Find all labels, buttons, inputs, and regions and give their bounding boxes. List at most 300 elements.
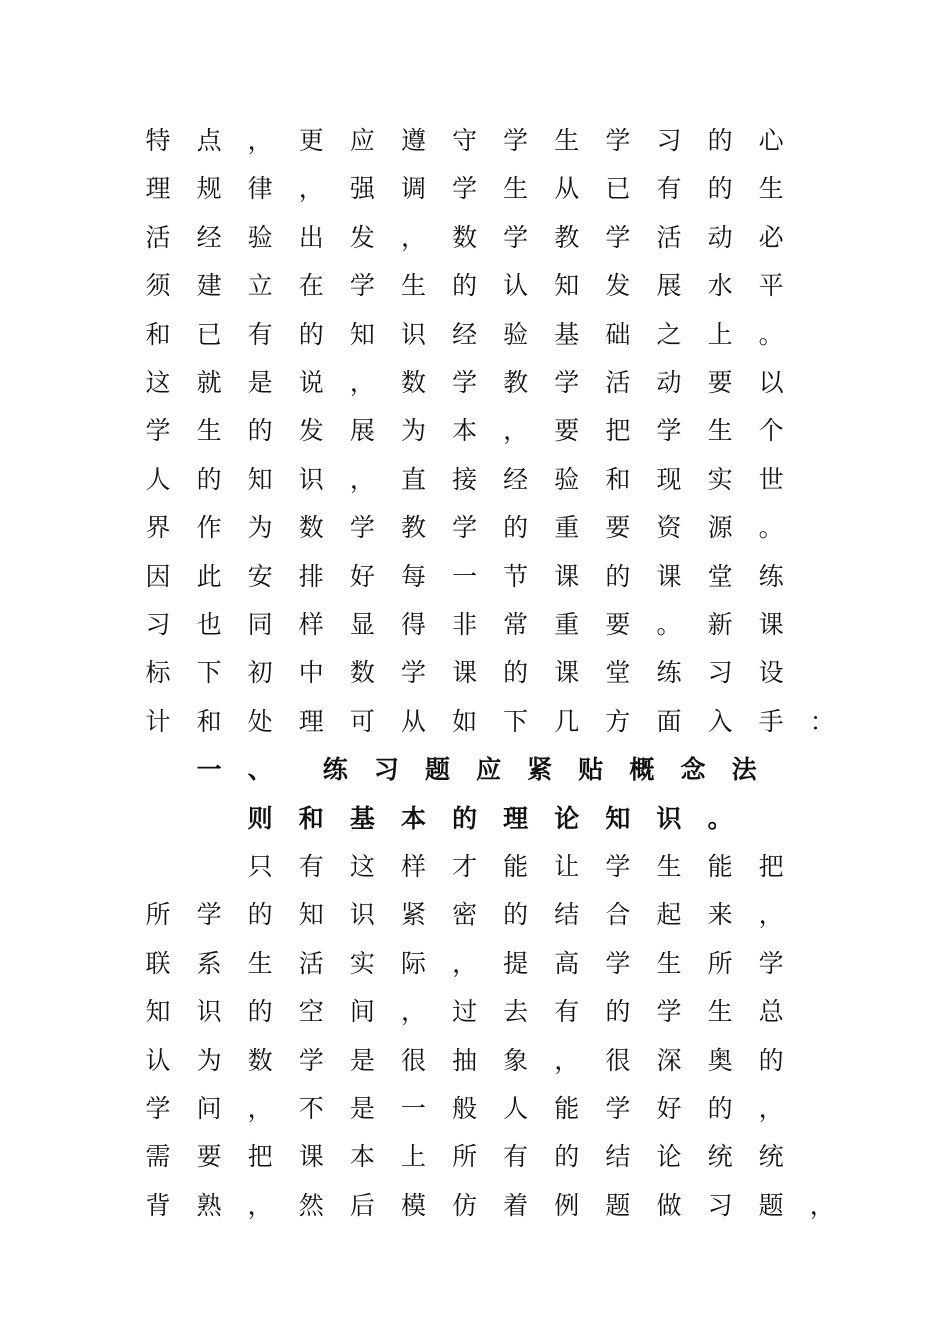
text-char: 学 [605, 222, 631, 252]
text-char: 的 [605, 561, 631, 591]
text-char: 论 [554, 803, 580, 833]
section-heading-line [0, 746, 950, 794]
text-char: 习 [145, 610, 171, 639]
text-char: 下 [196, 658, 222, 688]
text-char: 经 [196, 222, 222, 252]
text-char: 、 [247, 755, 273, 785]
text-char: 所 [145, 900, 171, 930]
text-char: 活 [656, 222, 682, 252]
text-char: 把 [247, 1142, 273, 1172]
text-char: 的 [707, 1094, 733, 1123]
text-char: 同 [247, 610, 273, 639]
text-line [0, 649, 950, 697]
text-char: 展 [656, 271, 682, 301]
text-char: 结 [554, 900, 580, 930]
text-char: 非 [452, 610, 478, 639]
text-line [0, 117, 950, 165]
text-char: 过 [452, 997, 478, 1027]
text-char: 。 [758, 319, 784, 349]
text-char: 活 [605, 368, 631, 397]
text-char: 学 [452, 513, 478, 543]
text-char: 是 [247, 368, 273, 397]
text-char: 空 [298, 997, 324, 1027]
text-char: 要 [707, 368, 733, 397]
text-char: 新 [707, 610, 733, 639]
text-char: 生 [656, 852, 682, 881]
text-char: ： [809, 706, 835, 736]
text-char: 作 [196, 513, 222, 543]
text-char: 学 [452, 174, 478, 204]
text-char: 经 [452, 319, 478, 349]
text-char: 习 [373, 755, 399, 785]
text-char: 然 [298, 1190, 324, 1220]
text-char: 学 [656, 997, 682, 1027]
text-char: 学 [605, 852, 631, 881]
text-char: 只 [247, 852, 273, 881]
text-line [0, 1037, 950, 1085]
text-char: 验 [503, 319, 529, 349]
text-char: 深 [656, 1045, 682, 1075]
text-char: 排 [298, 561, 324, 591]
text-char: 可 [349, 706, 375, 736]
text-char: 不 [298, 1094, 324, 1123]
text-char: 高 [554, 948, 580, 978]
text-char: 学 [605, 126, 631, 155]
text-char: 面 [656, 706, 682, 736]
text-char: 把 [605, 416, 631, 446]
text-char: 数 [298, 513, 324, 543]
text-char: 的 [503, 900, 529, 930]
text-char: 样 [298, 610, 324, 639]
text-char: 识 [349, 900, 375, 930]
text-line [0, 165, 950, 213]
text-char: 一 [400, 1094, 426, 1123]
text-char: 学 [503, 222, 529, 252]
text-char: 的 [605, 997, 631, 1027]
text-char: ， [452, 948, 478, 978]
text-char: 显 [349, 610, 375, 639]
text-char: 平 [758, 271, 784, 301]
text-line [0, 988, 950, 1036]
text-char: 知 [247, 464, 273, 494]
text-char: 下 [503, 706, 529, 736]
text-char: 的 [247, 416, 273, 446]
text-char: ， [400, 222, 426, 252]
text-char: 课 [554, 658, 580, 688]
text-char: 本 [349, 1142, 375, 1172]
text-line [0, 1182, 950, 1230]
text-char: 堂 [605, 658, 631, 688]
text-char: 处 [247, 706, 273, 736]
text-char: 初 [247, 658, 273, 688]
text-char: 直 [400, 464, 426, 494]
text-char: 的 [298, 319, 324, 349]
text-char: 的 [707, 126, 733, 155]
text-char: 发 [298, 416, 324, 446]
text-char: 生 [247, 948, 273, 978]
text-char: 础 [605, 319, 631, 349]
text-char: 生 [196, 416, 222, 446]
text-line [0, 843, 950, 891]
text-char: 练 [656, 658, 682, 688]
text-char: 已 [196, 319, 222, 349]
text-char: 为 [247, 513, 273, 543]
text-char: ， [400, 997, 426, 1027]
text-char: 本 [452, 416, 478, 446]
text-char: 系 [196, 948, 222, 978]
text-char: 学 [298, 1045, 324, 1075]
text-line [0, 1133, 950, 1181]
text-char: 的 [707, 174, 733, 204]
text-line [0, 698, 950, 746]
text-char: 合 [605, 900, 631, 930]
text-char: 学 [656, 416, 682, 446]
text-char: 上 [707, 319, 733, 349]
text-char: 出 [298, 222, 324, 252]
text-char: 界 [145, 513, 171, 543]
text-char: 得 [400, 610, 426, 639]
text-char: 如 [452, 706, 478, 736]
text-char: 习 [656, 126, 682, 155]
text-char: 资 [656, 513, 682, 543]
text-line [0, 891, 950, 939]
text-char: 习 [707, 658, 733, 688]
text-char: 学 [605, 1094, 631, 1123]
text-char: 要 [605, 610, 631, 639]
text-char: 后 [349, 1190, 375, 1220]
text-char: 好 [349, 561, 375, 591]
text-char: 所 [452, 1142, 478, 1172]
text-char: 学 [503, 126, 529, 155]
text-char: 例 [554, 1190, 580, 1220]
text-char: 常 [503, 610, 529, 639]
text-char: 展 [349, 416, 375, 446]
text-char: 就 [196, 368, 222, 397]
text-char: 统 [707, 1142, 733, 1172]
text-char: 总 [758, 997, 784, 1027]
text-char: 理 [145, 174, 171, 204]
text-char: 标 [145, 658, 171, 688]
text-char: 的 [247, 900, 273, 930]
text-char: ， [809, 1190, 835, 1220]
text-char: 这 [145, 368, 171, 397]
text-char: 动 [656, 368, 682, 397]
text-char: 课 [554, 561, 580, 591]
text-char: 知 [145, 997, 171, 1027]
text-char: 活 [298, 948, 324, 978]
text-char: 生 [656, 948, 682, 978]
text-char: ， [247, 1190, 273, 1220]
text-char: 则 [247, 803, 273, 833]
text-char: 联 [145, 948, 171, 978]
text-char: 认 [503, 271, 529, 301]
text-char: 有 [298, 852, 324, 881]
text-char: 基 [349, 803, 375, 833]
text-char: ， [349, 464, 375, 494]
text-char: 生 [707, 997, 733, 1027]
text-char: 练 [758, 561, 784, 591]
text-char: 知 [298, 900, 324, 930]
text-char: 生 [758, 174, 784, 204]
text-char: 学 [145, 1094, 171, 1123]
text-char: 手 [758, 706, 784, 736]
text-char: 一 [452, 561, 478, 591]
text-char: 所 [707, 948, 733, 978]
text-char: 之 [656, 319, 682, 349]
text-char: 有 [503, 1142, 529, 1172]
text-char: 点 [196, 126, 222, 155]
text-char: 的 [247, 997, 273, 1027]
section-heading-line [0, 795, 950, 843]
text-char: 以 [758, 368, 784, 397]
text-char: 知 [349, 319, 375, 349]
text-char: 教 [503, 368, 529, 397]
text-char: 此 [196, 561, 222, 591]
text-char: ， [554, 1045, 580, 1075]
text-char: 好 [656, 1094, 682, 1123]
text-char: 有 [656, 174, 682, 204]
text-char: 奥 [707, 1045, 733, 1075]
text-char: 能 [707, 852, 733, 881]
text-char: 识 [298, 464, 324, 494]
text-char: 。 [707, 803, 733, 833]
text-char: 活 [145, 222, 171, 252]
text-char: 因 [145, 561, 171, 591]
text-char: 要 [605, 513, 631, 543]
text-char: 已 [605, 174, 631, 204]
text-char: 题 [424, 755, 450, 785]
text-char: 接 [452, 464, 478, 494]
text-char: 念 [680, 755, 706, 785]
text-char: 题 [758, 1190, 784, 1220]
text-char: 抽 [452, 1045, 478, 1075]
text-char: 心 [758, 126, 784, 155]
text-char: 数 [400, 368, 426, 397]
text-char: 识 [656, 803, 682, 833]
text-char: ， [349, 368, 375, 397]
text-char: 很 [400, 1045, 426, 1075]
text-char: 从 [400, 706, 426, 736]
text-char: 的 [452, 803, 478, 833]
text-char: 学 [196, 900, 222, 930]
text-char: 守 [452, 126, 478, 155]
text-char: 调 [400, 174, 426, 204]
text-char: 规 [196, 174, 222, 204]
text-line [0, 1085, 950, 1133]
text-char: ， [758, 900, 784, 930]
text-char: 节 [503, 561, 529, 591]
text-char: 生 [707, 416, 733, 446]
text-char: 每 [400, 561, 426, 591]
text-char: 方 [605, 706, 631, 736]
text-char: 从 [554, 174, 580, 204]
text-char: 有 [554, 997, 580, 1027]
text-char: 做 [656, 1190, 682, 1220]
text-char: 理 [298, 706, 324, 736]
text-char: 生 [554, 126, 580, 155]
text-char: 和 [605, 464, 631, 494]
text-char: 知 [554, 271, 580, 301]
text-char: 和 [196, 706, 222, 736]
text-char: 去 [503, 997, 529, 1027]
text-char: 是 [349, 1094, 375, 1123]
text-char: 现 [656, 464, 682, 494]
text-char: 学 [605, 948, 631, 978]
text-char: 的 [758, 1045, 784, 1075]
text-char: 仿 [452, 1190, 478, 1220]
text-char: 发 [605, 271, 631, 301]
text-char: 这 [349, 852, 375, 881]
text-line [0, 359, 950, 407]
text-char: 实 [349, 948, 375, 978]
text-char: 为 [400, 416, 426, 446]
text-char: 数 [452, 222, 478, 252]
text-line [0, 940, 950, 988]
text-char: 着 [503, 1190, 529, 1220]
text-char: 的 [452, 271, 478, 301]
text-line [0, 407, 950, 455]
text-char: 也 [196, 610, 222, 639]
text-char: 学 [758, 948, 784, 978]
text-char: 有 [247, 319, 273, 349]
text-char: 数 [247, 1045, 273, 1075]
text-line [0, 601, 950, 649]
text-char: 数 [349, 658, 375, 688]
text-char: 遵 [400, 126, 426, 155]
text-char: 般 [452, 1094, 478, 1123]
text-char: 学 [349, 271, 375, 301]
text-char: 经 [503, 464, 529, 494]
text-char: 安 [247, 561, 273, 591]
text-char: 验 [247, 222, 273, 252]
text-char: ， [503, 416, 529, 446]
text-char: 应 [349, 126, 375, 155]
text-char: 课 [452, 658, 478, 688]
text-char: 识 [400, 319, 426, 349]
text-char: 堂 [707, 561, 733, 591]
text-char: 知 [605, 803, 631, 833]
text-char: 法 [731, 755, 757, 785]
text-char: 理 [503, 803, 529, 833]
text-char: 设 [758, 658, 784, 688]
text-char: 生 [503, 174, 529, 204]
text-char: 需 [145, 1142, 171, 1172]
text-char: 样 [400, 852, 426, 881]
text-char: 实 [707, 464, 733, 494]
text-char: 入 [707, 706, 733, 736]
text-char: 水 [707, 271, 733, 301]
text-char: ， [247, 126, 273, 155]
text-char: 能 [503, 852, 529, 881]
text-char: 题 [605, 1190, 631, 1220]
text-line [0, 504, 950, 552]
text-char: ， [247, 1094, 273, 1123]
text-line [0, 262, 950, 310]
text-char: 为 [196, 1045, 222, 1075]
text-char: 本 [400, 803, 426, 833]
text-char: 模 [400, 1190, 426, 1220]
text-char: 论 [656, 1142, 682, 1172]
text-line [0, 456, 950, 504]
text-char: 练 [322, 755, 348, 785]
text-char: 和 [145, 319, 171, 349]
text-char: ， [758, 1094, 784, 1123]
text-char: 起 [656, 900, 682, 930]
text-char: 间 [349, 997, 375, 1027]
text-char: 学 [145, 416, 171, 446]
text-char: 动 [707, 222, 733, 252]
text-char: 学 [452, 368, 478, 397]
text-char: 紧 [400, 900, 426, 930]
text-line [0, 214, 950, 262]
text-char: 。 [656, 610, 682, 639]
text-char: 说 [298, 368, 324, 397]
text-char: 习 [707, 1190, 733, 1220]
text-char: 一 [196, 755, 222, 785]
text-char: 学 [349, 513, 375, 543]
text-char: 几 [554, 706, 580, 736]
text-char: 生 [400, 271, 426, 301]
text-char: 课 [758, 610, 784, 639]
text-char: 基 [554, 319, 580, 349]
text-char: 来 [707, 900, 733, 930]
text-char: 把 [758, 852, 784, 881]
text-char: 际 [400, 948, 426, 978]
text-char: 验 [554, 464, 580, 494]
text-char: 教 [400, 513, 426, 543]
text-char: 在 [298, 271, 324, 301]
text-char: 背 [145, 1190, 171, 1220]
text-char: 课 [298, 1142, 324, 1172]
text-char: 更 [298, 126, 324, 155]
text-char: 应 [476, 755, 502, 785]
text-char: 个 [758, 416, 784, 446]
text-char: 象 [503, 1045, 529, 1075]
text-char: 能 [554, 1094, 580, 1123]
text-char: 让 [554, 852, 580, 881]
text-char: 。 [758, 513, 784, 543]
text-char: 的 [554, 1142, 580, 1172]
text-char: 源 [707, 513, 733, 543]
text-char: 结 [605, 1142, 631, 1172]
text-char: 课 [656, 561, 682, 591]
text-char: 的 [503, 513, 529, 543]
text-char: 熟 [196, 1190, 222, 1220]
text-char: 人 [503, 1094, 529, 1123]
text-char: 问 [196, 1094, 222, 1123]
text-char: 要 [196, 1142, 222, 1172]
text-char: 提 [503, 948, 529, 978]
text-char: 要 [554, 416, 580, 446]
text-char: 学 [554, 368, 580, 397]
text-char: 概 [629, 755, 655, 785]
text-char: 建 [196, 271, 222, 301]
text-line [0, 311, 950, 359]
text-char: 认 [145, 1045, 171, 1075]
text-char: 学 [400, 658, 426, 688]
text-char: 教 [554, 222, 580, 252]
text-char: 是 [349, 1045, 375, 1075]
text-char: 才 [452, 852, 478, 881]
text-char: 识 [196, 997, 222, 1027]
text-char: 的 [196, 464, 222, 494]
text-char: 立 [247, 271, 273, 301]
text-char: 计 [145, 706, 171, 736]
text-char: 中 [298, 658, 324, 688]
text-char: 很 [605, 1045, 631, 1075]
text-char: 律 [247, 174, 273, 204]
text-char: ， [298, 174, 324, 204]
